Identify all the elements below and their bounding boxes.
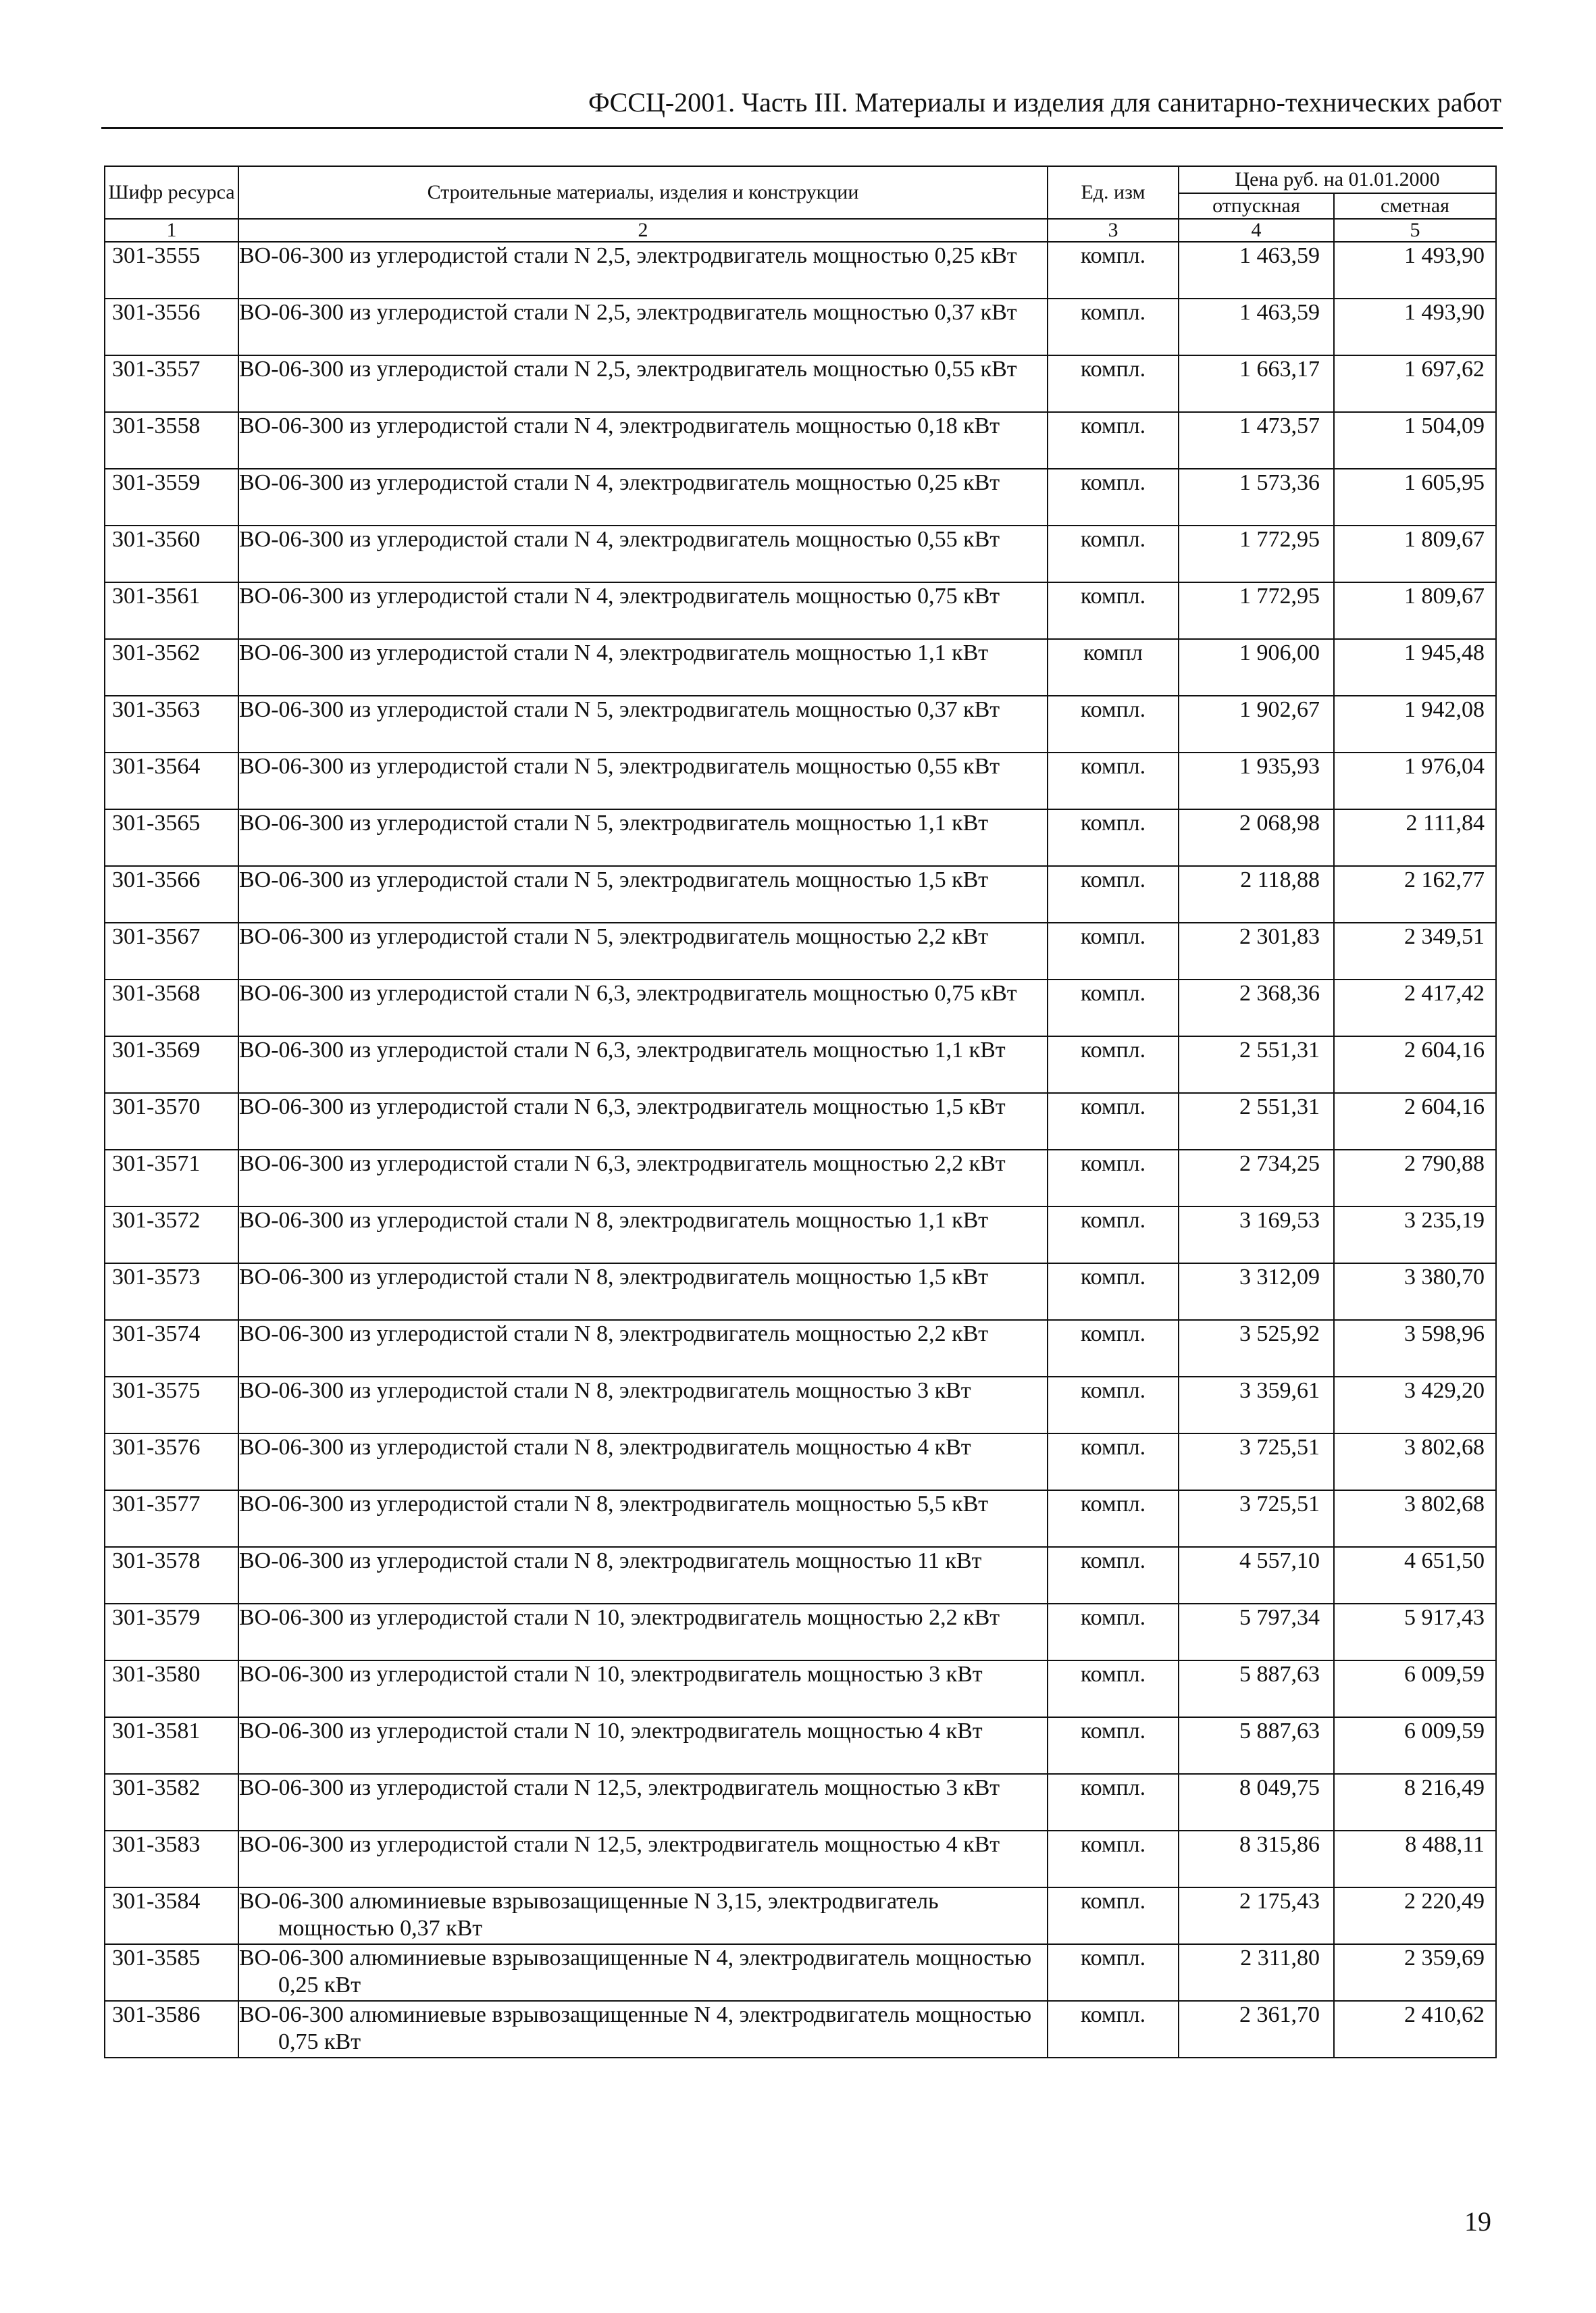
cell-code: 301-3570 bbox=[105, 1093, 238, 1150]
col-header-code: Шифр ресурса bbox=[105, 166, 238, 219]
cell-description: ВО-06-300 из углеродистой стали N 12,5, электродвигатель мощностью 4 кВт bbox=[238, 1831, 1048, 1887]
cell-release-price: 3 312,09 bbox=[1179, 1263, 1334, 1320]
col-number: 5 bbox=[1334, 219, 1496, 242]
cell-unit: компл. bbox=[1048, 1490, 1179, 1547]
table-row bbox=[105, 1206, 1496, 1263]
cell-description: ВО-06-300 из углеродистой стали N 10, электродвигатель мощностью 2,2 кВт bbox=[238, 1604, 1048, 1660]
cell-description: ВО-06-300 из углеродистой стали N 5, электродвигатель мощностью 1,1 кВт bbox=[238, 809, 1048, 866]
cell-release-price: 1 473,57 bbox=[1179, 412, 1334, 469]
cell-code: 301-3560 bbox=[105, 526, 238, 582]
cell-description: ВО-06-300 из углеродистой стали N 4, электродвигатель мощностью 0,18 кВт bbox=[238, 412, 1048, 469]
cell-release-price: 1 906,00 bbox=[1179, 639, 1334, 696]
cell-code: 301-3559 bbox=[105, 469, 238, 526]
cell-release-price: 1 573,36 bbox=[1179, 469, 1334, 526]
cell-code: 301-3579 bbox=[105, 1604, 238, 1660]
cell-code: 301-3569 bbox=[105, 1036, 238, 1093]
cell-description: ВО-06-300 из углеродистой стали N 4, электродвигатель мощностью 0,25 кВт bbox=[238, 469, 1048, 526]
cell-description: ВО-06-300 из углеродистой стали N 10, электродвигатель мощностью 4 кВт bbox=[238, 1717, 1048, 1774]
cell-code: 301-3561 bbox=[105, 582, 238, 639]
cell-unit: компл. bbox=[1048, 299, 1179, 355]
cell-unit: компл. bbox=[1048, 753, 1179, 809]
table-row bbox=[105, 1150, 1496, 1206]
table-row bbox=[105, 1944, 1496, 2001]
cell-unit: компл. bbox=[1048, 1717, 1179, 1774]
table-row bbox=[105, 1490, 1496, 1547]
table-row bbox=[105, 639, 1496, 696]
cell-code: 301-3567 bbox=[105, 923, 238, 980]
cell-unit: компл. bbox=[1048, 1320, 1179, 1377]
cell-release-price: 3 169,53 bbox=[1179, 1206, 1334, 1263]
cell-description: ВО-06-300 алюминиевые взрывозащищенные N 3,15, электродвигатель мощностью 0,37 кВт bbox=[238, 1887, 1048, 1944]
col-number: 4 bbox=[1179, 219, 1334, 242]
table-row bbox=[105, 1433, 1496, 1490]
cell-code: 301-3565 bbox=[105, 809, 238, 866]
cell-unit: компл bbox=[1048, 639, 1179, 696]
cell-release-price: 1 772,95 bbox=[1179, 526, 1334, 582]
cell-release-price: 1 772,95 bbox=[1179, 582, 1334, 639]
table-row bbox=[105, 866, 1496, 923]
cell-release-price: 2 368,36 bbox=[1179, 980, 1334, 1036]
cell-estimate-price: 3 235,19 bbox=[1334, 1206, 1496, 1263]
cell-estimate-price: 2 604,16 bbox=[1334, 1093, 1496, 1150]
cell-description: ВО-06-300 из углеродистой стали N 6,3, электродвигатель мощностью 2,2 кВт bbox=[238, 1150, 1048, 1206]
cell-description: ВО-06-300 из углеродистой стали N 8, электродвигатель мощностью 5,5 кВт bbox=[238, 1490, 1048, 1547]
cell-estimate-price: 1 976,04 bbox=[1334, 753, 1496, 809]
table-row bbox=[105, 1377, 1496, 1433]
table-row bbox=[105, 1604, 1496, 1660]
cell-estimate-price: 1 942,08 bbox=[1334, 696, 1496, 753]
cell-description: ВО-06-300 из углеродистой стали N 6,3, электродвигатель мощностью 1,1 кВт bbox=[238, 1036, 1048, 1093]
col-number: 3 bbox=[1048, 219, 1179, 242]
cell-estimate-price: 1 493,90 bbox=[1334, 242, 1496, 299]
cell-release-price: 2 311,80 bbox=[1179, 1944, 1334, 2001]
cell-release-price: 5 887,63 bbox=[1179, 1717, 1334, 1774]
cell-description: ВО-06-300 алюминиевые взрывозащищенные N 4, электродвигатель мощностью 0,75 кВт bbox=[238, 2001, 1048, 2058]
cell-unit: компл. bbox=[1048, 1093, 1179, 1150]
table-row bbox=[105, 1263, 1496, 1320]
cell-description: ВО-06-300 из углеродистой стали N 5, электродвигатель мощностью 0,55 кВт bbox=[238, 753, 1048, 809]
table-body bbox=[105, 242, 1496, 2058]
cell-code: 301-3556 bbox=[105, 299, 238, 355]
cell-unit: компл. bbox=[1048, 1150, 1179, 1206]
cell-estimate-price: 6 009,59 bbox=[1334, 1660, 1496, 1717]
table-row bbox=[105, 923, 1496, 980]
cell-code: 301-3575 bbox=[105, 1377, 238, 1433]
cell-release-price: 2 734,25 bbox=[1179, 1150, 1334, 1206]
table-row bbox=[105, 299, 1496, 355]
cell-release-price: 1 463,59 bbox=[1179, 299, 1334, 355]
cell-release-price: 2 068,98 bbox=[1179, 809, 1334, 866]
cell-release-price: 1 463,59 bbox=[1179, 242, 1334, 299]
cell-release-price: 2 118,88 bbox=[1179, 866, 1334, 923]
cell-release-price: 1 663,17 bbox=[1179, 355, 1334, 412]
cell-code: 301-3558 bbox=[105, 412, 238, 469]
cell-code: 301-3555 bbox=[105, 242, 238, 299]
table-row bbox=[105, 1887, 1496, 1944]
table-row bbox=[105, 980, 1496, 1036]
cell-code: 301-3563 bbox=[105, 696, 238, 753]
cell-unit: компл. bbox=[1048, 582, 1179, 639]
cell-release-price: 1 935,93 bbox=[1179, 753, 1334, 809]
cell-description: ВО-06-300 из углеродистой стали N 2,5, электродвигатель мощностью 0,55 кВт bbox=[238, 355, 1048, 412]
cell-code: 301-3571 bbox=[105, 1150, 238, 1206]
cell-description: ВО-06-300 из углеродистой стали N 5, электродвигатель мощностью 2,2 кВт bbox=[238, 923, 1048, 980]
cell-estimate-price: 2 359,69 bbox=[1334, 1944, 1496, 2001]
table-row bbox=[105, 242, 1496, 299]
cell-release-price: 2 361,70 bbox=[1179, 2001, 1334, 2058]
cell-unit: компл. bbox=[1048, 1547, 1179, 1604]
cell-description: ВО-06-300 из углеродистой стали N 8, электродвигатель мощностью 4 кВт bbox=[238, 1433, 1048, 1490]
cell-unit: компл. bbox=[1048, 1377, 1179, 1433]
cell-description: ВО-06-300 из углеродистой стали N 8, электродвигатель мощностью 11 кВт bbox=[238, 1547, 1048, 1604]
cell-description: ВО-06-300 из углеродистой стали N 5, электродвигатель мощностью 1,5 кВт bbox=[238, 866, 1048, 923]
cell-description: ВО-06-300 из углеродистой стали N 2,5, электродвигатель мощностью 0,25 кВт bbox=[238, 242, 1048, 299]
cell-unit: компл. bbox=[1048, 696, 1179, 753]
cell-description: ВО-06-300 из углеродистой стали N 8, электродвигатель мощностью 3 кВт bbox=[238, 1377, 1048, 1433]
cell-code: 301-3574 bbox=[105, 1320, 238, 1377]
cell-release-price: 3 525,92 bbox=[1179, 1320, 1334, 1377]
cell-unit: компл. bbox=[1048, 1944, 1179, 2001]
cell-description: ВО-06-300 из углеродистой стали N 8, электродвигатель мощностью 1,1 кВт bbox=[238, 1206, 1048, 1263]
cell-release-price: 8 049,75 bbox=[1179, 1774, 1334, 1831]
cell-estimate-price: 1 605,95 bbox=[1334, 469, 1496, 526]
cell-code: 301-3573 bbox=[105, 1263, 238, 1320]
table-row bbox=[105, 526, 1496, 582]
table-row bbox=[105, 1660, 1496, 1717]
table-row bbox=[105, 412, 1496, 469]
cell-estimate-price: 1 504,09 bbox=[1334, 412, 1496, 469]
table-row bbox=[105, 582, 1496, 639]
cell-release-price: 8 315,86 bbox=[1179, 1831, 1334, 1887]
cell-code: 301-3576 bbox=[105, 1433, 238, 1490]
cell-unit: компл. bbox=[1048, 242, 1179, 299]
col-number: 1 bbox=[105, 219, 238, 242]
cell-estimate-price: 3 802,68 bbox=[1334, 1433, 1496, 1490]
cell-description: ВО-06-300 из углеродистой стали N 4, электродвигатель мощностью 0,75 кВт bbox=[238, 582, 1048, 639]
cell-code: 301-3568 bbox=[105, 980, 238, 1036]
table-row bbox=[105, 1547, 1496, 1604]
cell-estimate-price: 1 809,67 bbox=[1334, 582, 1496, 639]
col-number: 2 bbox=[238, 219, 1048, 242]
cell-release-price: 3 359,61 bbox=[1179, 1377, 1334, 1433]
table-row bbox=[105, 753, 1496, 809]
cell-unit: компл. bbox=[1048, 1206, 1179, 1263]
cell-estimate-price: 2 417,42 bbox=[1334, 980, 1496, 1036]
cell-estimate-price: 2 790,88 bbox=[1334, 1150, 1496, 1206]
table-row bbox=[105, 809, 1496, 866]
cell-unit: компл. bbox=[1048, 1831, 1179, 1887]
cell-description: ВО-06-300 из углеродистой стали N 8, электродвигатель мощностью 2,2 кВт bbox=[238, 1320, 1048, 1377]
cell-estimate-price: 5 917,43 bbox=[1334, 1604, 1496, 1660]
cell-unit: компл. bbox=[1048, 1433, 1179, 1490]
cell-unit: компл. bbox=[1048, 866, 1179, 923]
cell-code: 301-3580 bbox=[105, 1660, 238, 1717]
cell-release-price: 1 902,67 bbox=[1179, 696, 1334, 753]
table-row bbox=[105, 1774, 1496, 1831]
cell-description: ВО-06-300 из углеродистой стали N 2,5, электродвигатель мощностью 0,37 кВт bbox=[238, 299, 1048, 355]
table-row bbox=[105, 355, 1496, 412]
cell-estimate-price: 2 604,16 bbox=[1334, 1036, 1496, 1093]
cell-unit: компл. bbox=[1048, 1036, 1179, 1093]
cell-estimate-price: 3 380,70 bbox=[1334, 1263, 1496, 1320]
cell-code: 301-3578 bbox=[105, 1547, 238, 1604]
table-row bbox=[105, 469, 1496, 526]
col-header-unit: Ед. изм bbox=[1048, 166, 1179, 219]
cell-estimate-price: 1 809,67 bbox=[1334, 526, 1496, 582]
cell-unit: компл. bbox=[1048, 1887, 1179, 1944]
cell-unit: компл. bbox=[1048, 1660, 1179, 1717]
table-row bbox=[105, 1717, 1496, 1774]
cell-description: ВО-06-300 из углеродистой стали N 6,3, электродвигатель мощностью 1,5 кВт bbox=[238, 1093, 1048, 1150]
cell-release-price: 2 175,43 bbox=[1179, 1887, 1334, 1944]
cell-estimate-price: 6 009,59 bbox=[1334, 1717, 1496, 1774]
cell-code: 301-3562 bbox=[105, 639, 238, 696]
cell-code: 301-3581 bbox=[105, 1717, 238, 1774]
page-number: 19 bbox=[1464, 2206, 1491, 2237]
cell-release-price: 3 725,51 bbox=[1179, 1433, 1334, 1490]
cell-code: 301-3585 bbox=[105, 1944, 238, 2001]
cell-description: ВО-06-300 из углеродистой стали N 10, электродвигатель мощностью 3 кВт bbox=[238, 1660, 1048, 1717]
table-row bbox=[105, 1093, 1496, 1150]
cell-release-price: 5 887,63 bbox=[1179, 1660, 1334, 1717]
col-header-release: отпускная bbox=[1179, 193, 1334, 219]
col-header-estimate: сметная bbox=[1334, 193, 1496, 219]
table-row bbox=[105, 2001, 1496, 2058]
cell-description: ВО-06-300 из углеродистой стали N 8, электродвигатель мощностью 1,5 кВт bbox=[238, 1263, 1048, 1320]
cell-description: ВО-06-300 из углеродистой стали N 4, электродвигатель мощностью 1,1 кВт bbox=[238, 639, 1048, 696]
cell-estimate-price: 2 410,62 bbox=[1334, 2001, 1496, 2058]
cell-release-price: 2 551,31 bbox=[1179, 1093, 1334, 1150]
header-rule bbox=[101, 127, 1503, 129]
cell-unit: компл. bbox=[1048, 355, 1179, 412]
cell-code: 301-3564 bbox=[105, 753, 238, 809]
col-header-price-group: Цена руб. на 01.01.2000 bbox=[1179, 166, 1496, 193]
cell-estimate-price: 1 493,90 bbox=[1334, 299, 1496, 355]
cell-description: ВО-06-300 алюминиевые взрывозащищенные N 4, электродвигатель мощностью 0,25 кВт bbox=[238, 1944, 1048, 2001]
cell-estimate-price: 2 220,49 bbox=[1334, 1887, 1496, 1944]
cell-estimate-price: 3 802,68 bbox=[1334, 1490, 1496, 1547]
cell-estimate-price: 4 651,50 bbox=[1334, 1547, 1496, 1604]
table-row bbox=[105, 1320, 1496, 1377]
cell-unit: компл. bbox=[1048, 1604, 1179, 1660]
cell-unit: компл. bbox=[1048, 412, 1179, 469]
cell-unit: компл. bbox=[1048, 1774, 1179, 1831]
cell-estimate-price: 8 216,49 bbox=[1334, 1774, 1496, 1831]
cell-code: 301-3586 bbox=[105, 2001, 238, 2058]
cell-estimate-price: 2 349,51 bbox=[1334, 923, 1496, 980]
cell-release-price: 4 557,10 bbox=[1179, 1547, 1334, 1604]
cell-code: 301-3583 bbox=[105, 1831, 238, 1887]
cell-estimate-price: 1 945,48 bbox=[1334, 639, 1496, 696]
cell-code: 301-3582 bbox=[105, 1774, 238, 1831]
running-header: ФССЦ-2001. Часть III. Материалы и изделия для санитарно-технических работ bbox=[588, 87, 1501, 118]
cell-code: 301-3557 bbox=[105, 355, 238, 412]
cell-code: 301-3577 bbox=[105, 1490, 238, 1547]
cell-release-price: 5 797,34 bbox=[1179, 1604, 1334, 1660]
cell-estimate-price: 2 111,84 bbox=[1334, 809, 1496, 866]
cell-code: 301-3584 bbox=[105, 1887, 238, 1944]
cell-unit: компл. bbox=[1048, 2001, 1179, 2058]
cell-description: ВО-06-300 из углеродистой стали N 4, электродвигатель мощностью 0,55 кВт bbox=[238, 526, 1048, 582]
cell-unit: компл. bbox=[1048, 980, 1179, 1036]
cell-estimate-price: 3 429,20 bbox=[1334, 1377, 1496, 1433]
cell-unit: компл. bbox=[1048, 526, 1179, 582]
cell-unit: компл. bbox=[1048, 469, 1179, 526]
cell-estimate-price: 3 598,96 bbox=[1334, 1320, 1496, 1377]
col-header-desc: Строительные материалы, изделия и конструкции bbox=[238, 166, 1048, 219]
cell-release-price: 2 551,31 bbox=[1179, 1036, 1334, 1093]
cell-description: ВО-06-300 из углеродистой стали N 6,3, электродвигатель мощностью 0,75 кВт bbox=[238, 980, 1048, 1036]
cell-code: 301-3566 bbox=[105, 866, 238, 923]
table-row bbox=[105, 1831, 1496, 1887]
cell-estimate-price: 1 697,62 bbox=[1334, 355, 1496, 412]
cell-unit: компл. bbox=[1048, 1263, 1179, 1320]
cell-description: ВО-06-300 из углеродистой стали N 12,5, электродвигатель мощностью 3 кВт bbox=[238, 1774, 1048, 1831]
cell-release-price: 2 301,83 bbox=[1179, 923, 1334, 980]
cell-release-price: 3 725,51 bbox=[1179, 1490, 1334, 1547]
cell-estimate-price: 2 162,77 bbox=[1334, 866, 1496, 923]
cell-unit: компл. bbox=[1048, 809, 1179, 866]
cell-code: 301-3572 bbox=[105, 1206, 238, 1263]
cell-unit: компл. bbox=[1048, 923, 1179, 980]
price-table bbox=[104, 166, 1497, 2058]
table-row bbox=[105, 696, 1496, 753]
cell-estimate-price: 8 488,11 bbox=[1334, 1831, 1496, 1887]
table-row bbox=[105, 1036, 1496, 1093]
cell-description: ВО-06-300 из углеродистой стали N 5, электродвигатель мощностью 0,37 кВт bbox=[238, 696, 1048, 753]
